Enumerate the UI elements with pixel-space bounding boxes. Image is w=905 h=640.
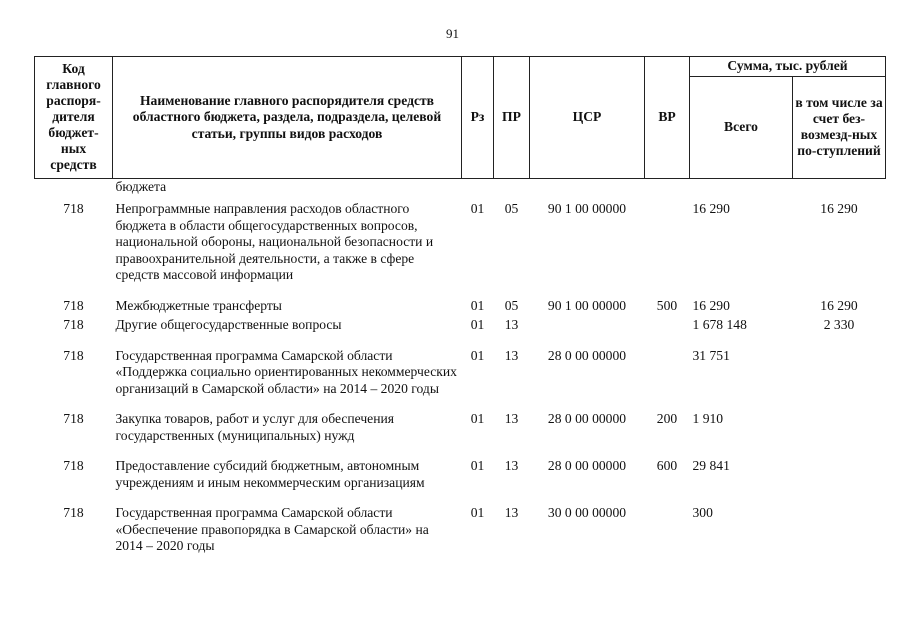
cell-vr: 600 (656, 458, 678, 473)
cell-free: 2 330 (823, 317, 855, 332)
cell-code: 718 (63, 505, 84, 520)
cell-total: 1 910 (692, 411, 724, 426)
table-row (35, 317, 886, 348)
cell-pr: 13 (504, 347, 519, 363)
cell-total: 1 678 148 (692, 317, 747, 332)
cell-total: 31 751 (692, 347, 730, 363)
cell-vr (645, 317, 690, 348)
continuation-row (35, 178, 886, 201)
cell-vr (645, 505, 690, 569)
cell-vr: 500 (656, 297, 678, 313)
cell-rz: 01 (470, 347, 485, 363)
cell-pr: 13 (504, 317, 519, 332)
header-free: в том числе за счет без-возмезд-ных по-ступлений (793, 76, 886, 178)
cell-rz: 01 (470, 458, 485, 473)
cell-name: Государственная программа Самарской области «Поддержка социально ориентированных некоммерческих организаций в Самарской области» на 2014 – 2020 годы (115, 347, 457, 396)
cell-name: Предоставление субсидий бюджетным, автономным учреждениям и иным некоммерческим организациям (115, 458, 425, 490)
cell-total: 300 (692, 505, 713, 520)
cell-free (793, 348, 886, 412)
cell-pr: 13 (504, 505, 519, 520)
cell-free (793, 411, 886, 458)
cell-code: 718 (63, 297, 84, 313)
cell-pr: 13 (504, 458, 519, 473)
cell-name: Государственная программа Самарской области «Обеспечение правопорядка в Самарской области» на 2014 – 2020 годы (115, 505, 429, 553)
cell-csr: 90 1 00 00000 (547, 297, 627, 313)
cell-code: 718 (63, 458, 84, 473)
cell-rz: 01 (470, 201, 485, 216)
cell-free: 16 290 (820, 297, 858, 313)
cell-rz: 01 (470, 317, 485, 332)
cell-vr (645, 348, 690, 412)
header-total: Всего (690, 76, 793, 178)
cell-csr: 28 0 00 00000 (547, 411, 627, 426)
table-row (35, 458, 886, 505)
cell-free (793, 505, 886, 569)
cell-csr: 28 0 00 00000 (547, 458, 627, 473)
header-sum: Сумма, тыс. рублей (690, 57, 886, 77)
cell-code: 718 (63, 201, 84, 216)
cell-name: Другие общегосударственные вопросы (115, 317, 342, 332)
cell-rz: 01 (470, 505, 485, 520)
page-number: 91 (446, 26, 459, 41)
cell-free: 16 290 (820, 201, 858, 216)
cell-name: Закупка товаров, работ и услуг для обеспечения государственных (муниципальных) нужд (115, 411, 394, 443)
continuation-text: бюджета (115, 178, 167, 194)
table-row (35, 505, 886, 569)
header-pr: ПР (494, 57, 530, 179)
cell-free (793, 458, 886, 505)
budget-table (34, 56, 886, 569)
table-row (35, 298, 886, 318)
header-code: Код главного распоря-дителя бюджет-ных средств (35, 57, 113, 179)
cell-code: 718 (63, 347, 84, 363)
cell-code: 718 (63, 317, 84, 332)
cell-csr: 28 0 00 00000 (547, 347, 627, 363)
cell-pr: 05 (504, 297, 519, 313)
table-row (35, 348, 886, 412)
cell-name: Непрограммные направления расходов областного бюджета в области общегосударственных вопросов, национальной обороны, национальной безопасности и правоохранительной деятельности, а также в сфере средств массовой информации (115, 201, 434, 282)
cell-vr: 200 (656, 411, 678, 426)
cell-total: 16 290 (692, 201, 730, 216)
cell-pr: 05 (504, 201, 519, 216)
cell-csr (530, 317, 645, 348)
cell-total: 29 841 (692, 458, 730, 473)
table-row (35, 411, 886, 458)
cell-csr: 90 1 00 00000 (547, 201, 627, 216)
cell-name: Межбюджетные трансферты (115, 297, 282, 313)
cell-total: 16 290 (692, 297, 730, 313)
header-vr: ВР (645, 57, 690, 179)
cell-rz: 01 (470, 411, 485, 426)
table-row (35, 201, 886, 298)
header-rz: Рз (462, 57, 494, 179)
cell-pr: 13 (504, 411, 519, 426)
cell-csr: 30 0 00 00000 (547, 505, 627, 520)
cell-vr (645, 201, 690, 298)
header-csr: ЦСР (530, 57, 645, 179)
cell-rz: 01 (470, 297, 485, 313)
cell-code: 718 (63, 411, 84, 426)
header-name: Наименование главного распорядителя средств областного бюджета, раздела, подраздела, целевой статьи, группы видов расходов (113, 57, 462, 179)
